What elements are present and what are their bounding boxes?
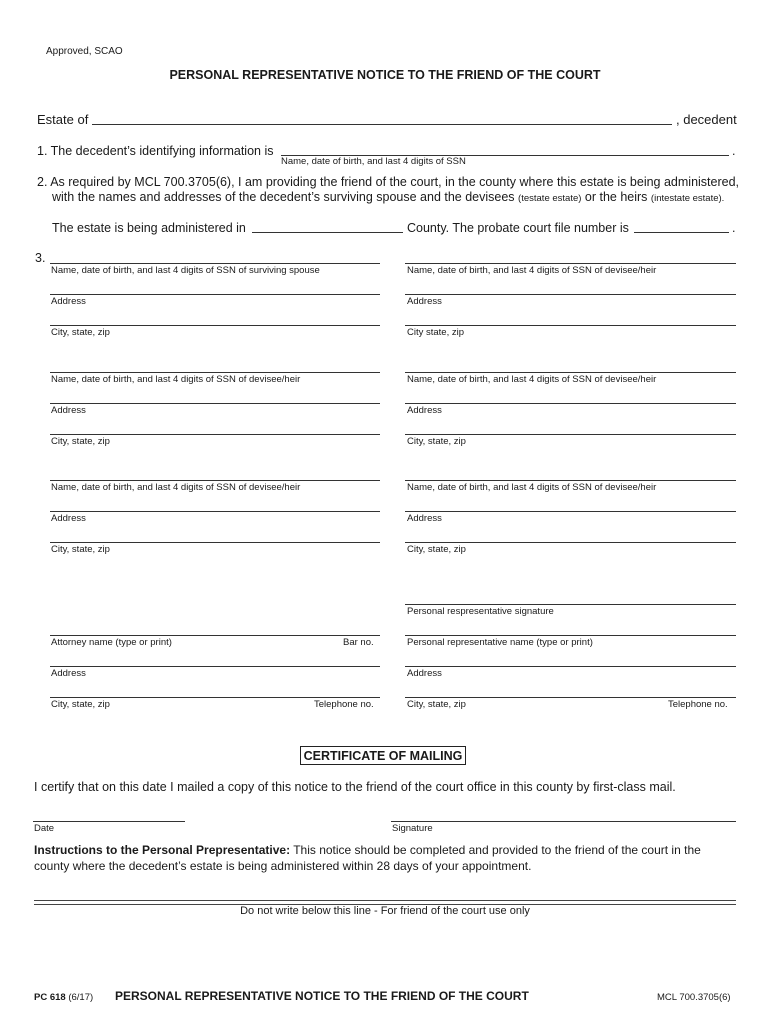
bar-no-caption: Bar no. <box>343 637 374 648</box>
heir2-city-field[interactable] <box>50 434 380 435</box>
estate-name-field[interactable] <box>92 124 672 125</box>
heir1-city-field[interactable] <box>405 325 736 326</box>
heir5-name-caption: Name, date of birth, and last 4 digits of SSN of devisee/heir <box>407 482 657 493</box>
spouse-name-caption: Name, date of birth, and last 4 digits of SSN of surviving spouse <box>51 265 320 276</box>
heir3-address-caption: Address <box>407 405 442 416</box>
heir2-name-caption: Name, date of birth, and last 4 digits of SSN of devisee/heir <box>51 374 301 385</box>
pr-address-caption: Address <box>407 668 442 679</box>
signature-field[interactable] <box>391 821 736 822</box>
item1-period: . <box>732 144 736 158</box>
spouse-address-caption: Address <box>51 296 86 307</box>
heir4-city-field[interactable] <box>50 542 380 543</box>
heir3-address-field[interactable] <box>405 403 736 404</box>
heir4-address-field[interactable] <box>50 511 380 512</box>
heir3-city-field[interactable] <box>405 434 736 435</box>
instructions-text-1: This notice should be completed and provided to the friend of the court in the <box>290 843 701 857</box>
estate-label: Estate of <box>37 112 89 127</box>
approved-label: Approved, SCAO <box>46 46 123 57</box>
spouse-address-field[interactable] <box>50 294 380 295</box>
attorney-address-field[interactable] <box>50 666 380 667</box>
form-number: PC 618 <box>34 992 66 1003</box>
pr-address-field[interactable] <box>405 666 736 667</box>
county-label: The estate is being administered in <box>52 221 246 235</box>
heir1-name-caption: Name, date of birth, and last 4 digits of SSN of devisee/heir <box>407 265 657 276</box>
heir4-name-field[interactable] <box>50 480 380 481</box>
file-number-label: County. The probate court file number is <box>407 221 629 235</box>
item2-line1: 2. As required by MCL 700.3705(6), I am providing the friend of the court, in the county where this estate is being administered, <box>37 175 740 189</box>
attorney-phone-caption: Telephone no. <box>314 699 374 710</box>
instructions <box>34 842 744 874</box>
attorney-address-caption: Address <box>51 668 86 679</box>
pr-city-caption: City, state, zip <box>407 699 466 710</box>
footer-statute: MCL 700.3705(6) <box>657 992 731 1003</box>
heir5-city-caption: City, state, zip <box>407 544 466 555</box>
heir5-name-field[interactable] <box>405 480 736 481</box>
spouse-city-caption: City, state, zip <box>51 327 110 338</box>
heir1-city-caption: City state, zip <box>407 327 465 338</box>
heir2-city-caption: City, state, zip <box>51 436 110 447</box>
certificate-text: I certify that on this date I mailed a copy of this notice to the friend of the court office in this county by first-class mail. <box>34 780 676 794</box>
heir1-address-caption: Address <box>407 296 442 307</box>
file-number-field[interactable] <box>634 232 729 233</box>
county-period: . <box>732 221 736 235</box>
heir4-name-caption: Name, date of birth, and last 4 digits of SSN of devisee/heir <box>51 482 301 493</box>
item1-caption: Name, date of birth, and last 4 digits of SSN <box>281 156 466 167</box>
certificate-title: CERTIFICATE OF MAILING <box>300 746 466 765</box>
date-caption: Date <box>34 823 55 834</box>
signature-caption: Signature <box>392 823 433 834</box>
attorney-city-field[interactable] <box>50 697 380 698</box>
heir1-address-field[interactable] <box>405 294 736 295</box>
pr-signature-field[interactable] <box>405 604 736 605</box>
heir4-address-caption: Address <box>51 513 86 524</box>
county-field[interactable] <box>252 232 403 233</box>
spouse-city-field[interactable] <box>50 325 380 326</box>
item3-number: 3. <box>35 251 46 265</box>
item2-line2-c: or the heirs <box>584 190 648 204</box>
attorney-name-caption: Attorney name (type or print) <box>51 637 172 648</box>
heir2-address-caption: Address <box>51 405 86 416</box>
form-revision: (6/17) <box>68 992 94 1003</box>
date-field[interactable] <box>33 821 185 822</box>
heir3-name-field[interactable] <box>405 372 736 373</box>
item2-intestate: (intestate estate). <box>650 193 725 204</box>
attorney-name-field[interactable] <box>50 635 380 636</box>
form-title: PERSONAL REPRESENTATIVE NOTICE TO THE FRIEND OF THE COURT <box>169 68 601 82</box>
footer-title: PERSONAL REPRESENTATIVE NOTICE TO THE FRIEND OF THE COURT <box>115 989 529 1003</box>
office-use-note: Do not write below this line - For friend of the court use only <box>240 905 530 917</box>
instructions-text-2: county where the decedent’s estate is being administered within 28 days of your appointment. <box>34 859 532 873</box>
heir5-city-field[interactable] <box>405 542 736 543</box>
pr-name-caption: Personal representative name (type or print) <box>407 637 593 648</box>
heir3-name-caption: Name, date of birth, and last 4 digits of SSN of devisee/heir <box>407 374 657 385</box>
heir2-address-field[interactable] <box>50 403 380 404</box>
item2-line2 <box>52 191 724 204</box>
pr-city-field[interactable] <box>405 697 736 698</box>
footer-form-id <box>34 993 93 1003</box>
heir1-name-field[interactable] <box>405 263 736 264</box>
spouse-name-field[interactable] <box>50 263 380 264</box>
attorney-city-caption: City, state, zip <box>51 699 110 710</box>
pr-name-field[interactable] <box>405 635 736 636</box>
instructions-label: Instructions to the Personal Prepresentative: <box>34 843 291 857</box>
item2-line2-a: with the names and addresses of the decedent’s surviving spouse and the devisees <box>52 190 515 204</box>
pr-phone-caption: Telephone no. <box>668 699 728 710</box>
item1-text: 1. The decedent’s identifying information is <box>37 144 274 158</box>
heir5-address-caption: Address <box>407 513 442 524</box>
heir5-address-field[interactable] <box>405 511 736 512</box>
item2-testate: (testate estate) <box>518 193 582 204</box>
heir4-city-caption: City, state, zip <box>51 544 110 555</box>
heir2-name-field[interactable] <box>50 372 380 373</box>
decedent-label: , decedent <box>676 112 737 127</box>
heir3-city-caption: City, state, zip <box>407 436 466 447</box>
pr-signature-caption: Personal respresentative signature <box>407 606 554 617</box>
